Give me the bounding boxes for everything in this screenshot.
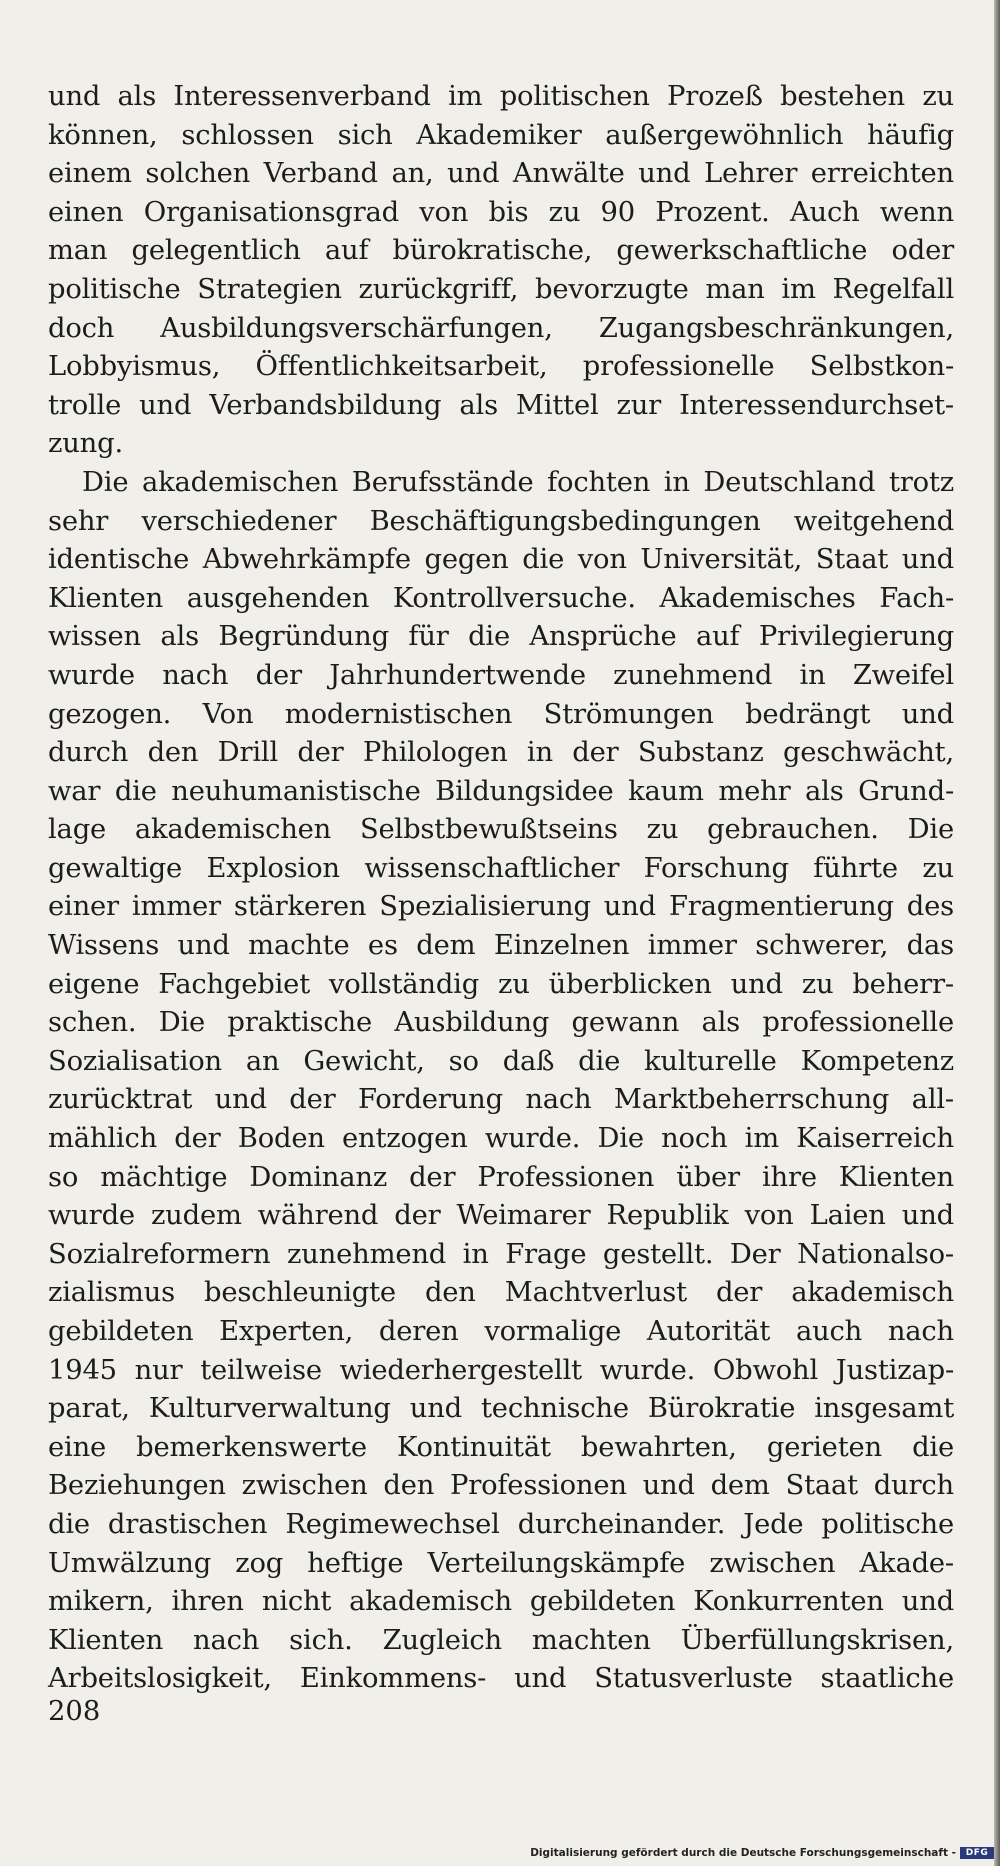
- text-line: können, schlossen sich Akademiker außergewöhnlich häufig: [48, 119, 954, 151]
- text-line: schen. Die praktische Ausbildung gewann als professionelle: [48, 1007, 954, 1039]
- text-line: Sozialreformern zunehmend in Frage gestellt. Der Nationalso-: [48, 1238, 954, 1270]
- text-line: so mächtige Dominanz der Professionen über ihre Klienten: [48, 1161, 954, 1193]
- text-line: Sozialisation an Gewicht, so daß die kulturelle Kompetenz: [48, 1045, 954, 1077]
- text-line: war die neuhumanistische Bildungsidee kaum mehr als Grund-: [48, 775, 954, 807]
- text-line: mikern, ihren nicht akademisch gebildeten Konkurrenten und: [48, 1586, 954, 1618]
- text-line: 1945 nur teilweise wiederhergestellt wurde. Obwohl Justizap-: [48, 1354, 954, 1386]
- dfg-logo-icon: DFG: [960, 1847, 994, 1859]
- text-line: eine bemerkenswerte Kontinuität bewahrten, gerieten die: [48, 1431, 954, 1463]
- text-line: durch den Drill der Philologen in der Substanz geschwächt,: [48, 737, 954, 769]
- text-line: Umwälzung zog heftige Verteilungskämpfe zwischen Akade-: [48, 1547, 954, 1579]
- text-line: die drastischen Regimewechsel durcheinander. Jede politische: [48, 1508, 954, 1540]
- text-line: man gelegentlich auf bürokratische, gewerkschaftliche oder: [48, 235, 954, 267]
- text-line: doch Ausbildungsverschärfungen, Zugangsbeschränkungen,: [48, 312, 954, 344]
- text-line: identische Abwehrkämpfe gegen die von Universität, Staat und: [48, 544, 954, 576]
- text-line: wurde nach der Jahrhundertwende zunehmend in Zweifel: [48, 659, 954, 691]
- text-line: einem solchen Verband an, und Anwälte und Lehrer erreichten: [48, 158, 954, 190]
- text-line: gezogen. Von modernistischen Strömungen bedrängt und: [48, 698, 954, 730]
- text-line: zialismus beschleunigte den Machtverlust der akademisch: [48, 1277, 954, 1309]
- text-line: mählich der Boden entzogen wurde. Die noch im Kaiserreich: [48, 1123, 954, 1155]
- text-line: parat, Kulturverwaltung und technische Bürokratie insgesamt: [48, 1393, 954, 1425]
- text-line: Lobbyismus, Öffentlichkeitsarbeit, professionelle Selbstkon-: [48, 351, 954, 383]
- text-line: Arbeitslosigkeit, Einkommens- und Statusverluste staatliche: [48, 1663, 954, 1695]
- paragraph-first-line: Die akademischen Berufsstände fochten in Deutschland trotz: [82, 466, 954, 498]
- text-line: politische Strategien zurückgriff, bevorzugte man im Regelfall: [48, 273, 954, 305]
- text-line: gebildeten Experten, deren vormalige Autorität auch nach: [48, 1316, 954, 1347]
- page-number: 208: [48, 1696, 101, 1727]
- text-line: trolle und Verbandsbildung als Mittel zur Interessendurchset-: [48, 389, 954, 421]
- text-line: wurde zudem während der Weimarer Republik von Laien und: [48, 1200, 954, 1232]
- text-line: gewaltige Explosion wissenschaftlicher Forschung führte zu: [48, 852, 954, 884]
- text-line: einer immer stärkeren Spezialisierung und Fragmentierung des: [48, 891, 954, 923]
- text-line: Wissens und machte es dem Einzelnen immer schwerer, das: [48, 930, 954, 962]
- text-line: sehr verschiedener Beschäftigungsbedingungen weitgehend: [48, 505, 954, 537]
- text-line: zurücktrat und der Forderung nach Marktbeherrschung all-: [48, 1084, 954, 1116]
- text-line: Klienten nach sich. Zugleich machten Überfüllungskrisen,: [48, 1624, 954, 1656]
- text-line: und als Interessenverband im politischen Prozeß bestehen zu: [48, 81, 954, 112]
- body-text: [48, 78, 954, 1699]
- text-line: Klienten ausgehenden Kontrollversuche. Akademisches Fach-: [48, 582, 954, 614]
- text-line: einen Organisationsgrad von bis zu 90 Prozent. Auch wenn: [48, 196, 954, 228]
- page-edge-shadow: [994, 0, 1000, 1866]
- paragraph-end-line: zung.: [48, 428, 123, 460]
- text-line: Beziehungen zwischen den Professionen und dem Staat durch: [48, 1470, 954, 1502]
- text-line: eigene Fachgebiet vollständig zu überblicken und zu beherr-: [48, 968, 954, 1000]
- digitization-note: Digitalisierung gefördert durch die Deutsche Forschungsgemeinschaft -: [530, 1847, 956, 1859]
- text-line: wissen als Begründung für die Ansprüche auf Privilegierung: [48, 621, 954, 653]
- text-line: lage akademischen Selbstbewußtseins zu gebrauchen. Die: [48, 814, 954, 846]
